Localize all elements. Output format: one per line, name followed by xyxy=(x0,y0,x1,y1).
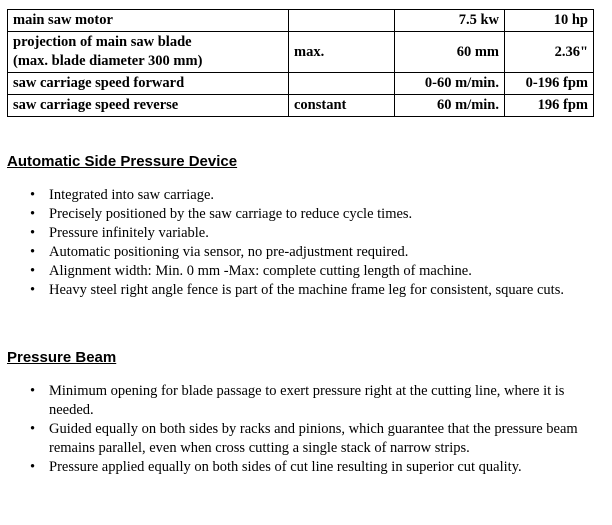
bullet-icon: • xyxy=(30,187,36,203)
list-item: • Precisely positioned by the saw carriage to reduce cycle times. xyxy=(30,206,413,222)
section-heading-side-pressure: Automatic Side Pressure Device xyxy=(7,153,238,170)
list-item: • Alignment width: Min. 0 mm -Max: complete cutting length of machine. xyxy=(30,263,472,279)
section-heading-pressure-beam: Pressure Beam xyxy=(7,349,117,366)
list-item: • Minimum opening for blade passage to exert pressure right at the cutting line, where it is needed. xyxy=(30,383,565,418)
spec-imperial-value: 196 fpm xyxy=(505,95,594,117)
list-item: • Pressure applied equally on both sides of cut line resulting in superior cut quality. xyxy=(30,459,522,475)
spec-label: main saw motor xyxy=(8,10,289,32)
bullet-icon: • xyxy=(30,459,36,475)
spec-label: saw carriage speed reverse xyxy=(8,95,289,117)
spec-metric-value: 60 mm xyxy=(395,32,505,73)
bullet-icon: • xyxy=(30,383,36,399)
bullet-icon: • xyxy=(30,263,36,279)
table-row xyxy=(8,95,594,117)
bullet-icon: • xyxy=(30,225,36,241)
spec-qualifier: constant xyxy=(289,95,395,117)
table-row xyxy=(8,73,594,95)
spec-metric-value: 0-60 m/min. xyxy=(395,73,505,95)
spec-metric-value: 7.5 kw xyxy=(395,10,505,32)
spec-qualifier: max. xyxy=(289,32,395,73)
table-row xyxy=(8,10,594,32)
spec-imperial-value: 10 hp xyxy=(505,10,594,32)
bullet-icon: • xyxy=(30,244,36,260)
spec-table xyxy=(7,9,594,117)
spec-qualifier xyxy=(289,73,395,95)
pressure-beam-feature-list xyxy=(30,382,592,477)
bullet-icon: • xyxy=(30,282,36,298)
list-item: • Heavy steel right angle fence is part of the machine frame leg for consistent, square cuts. xyxy=(30,282,564,298)
spec-qualifier xyxy=(289,10,395,32)
table-row xyxy=(8,32,594,73)
spec-imperial-value: 2.36" xyxy=(505,32,594,73)
list-item: • Integrated into saw carriage. xyxy=(30,187,215,203)
spec-label: projection of main saw blade (max. blade diameter 300 mm) xyxy=(8,32,289,73)
list-item: • Automatic positioning via sensor, no pre-adjustment required. xyxy=(30,244,409,260)
list-item: • Pressure infinitely variable. xyxy=(30,225,209,241)
spec-metric-value: 60 m/min. xyxy=(395,95,505,117)
side-pressure-feature-list xyxy=(30,186,592,300)
list-item: • Guided equally on both sides by racks and pinions, which guarantee that the pressure beam remains parallel, even when cross cutting a single stack of narrow strips. xyxy=(30,421,578,456)
bullet-icon: • xyxy=(30,421,36,437)
spec-label: saw carriage speed forward xyxy=(8,73,289,95)
spec-label-subline: (max. blade diameter 300 mm) xyxy=(13,53,203,69)
bullet-icon: • xyxy=(30,206,36,222)
spec-imperial-value: 0-196 fpm xyxy=(505,73,594,95)
